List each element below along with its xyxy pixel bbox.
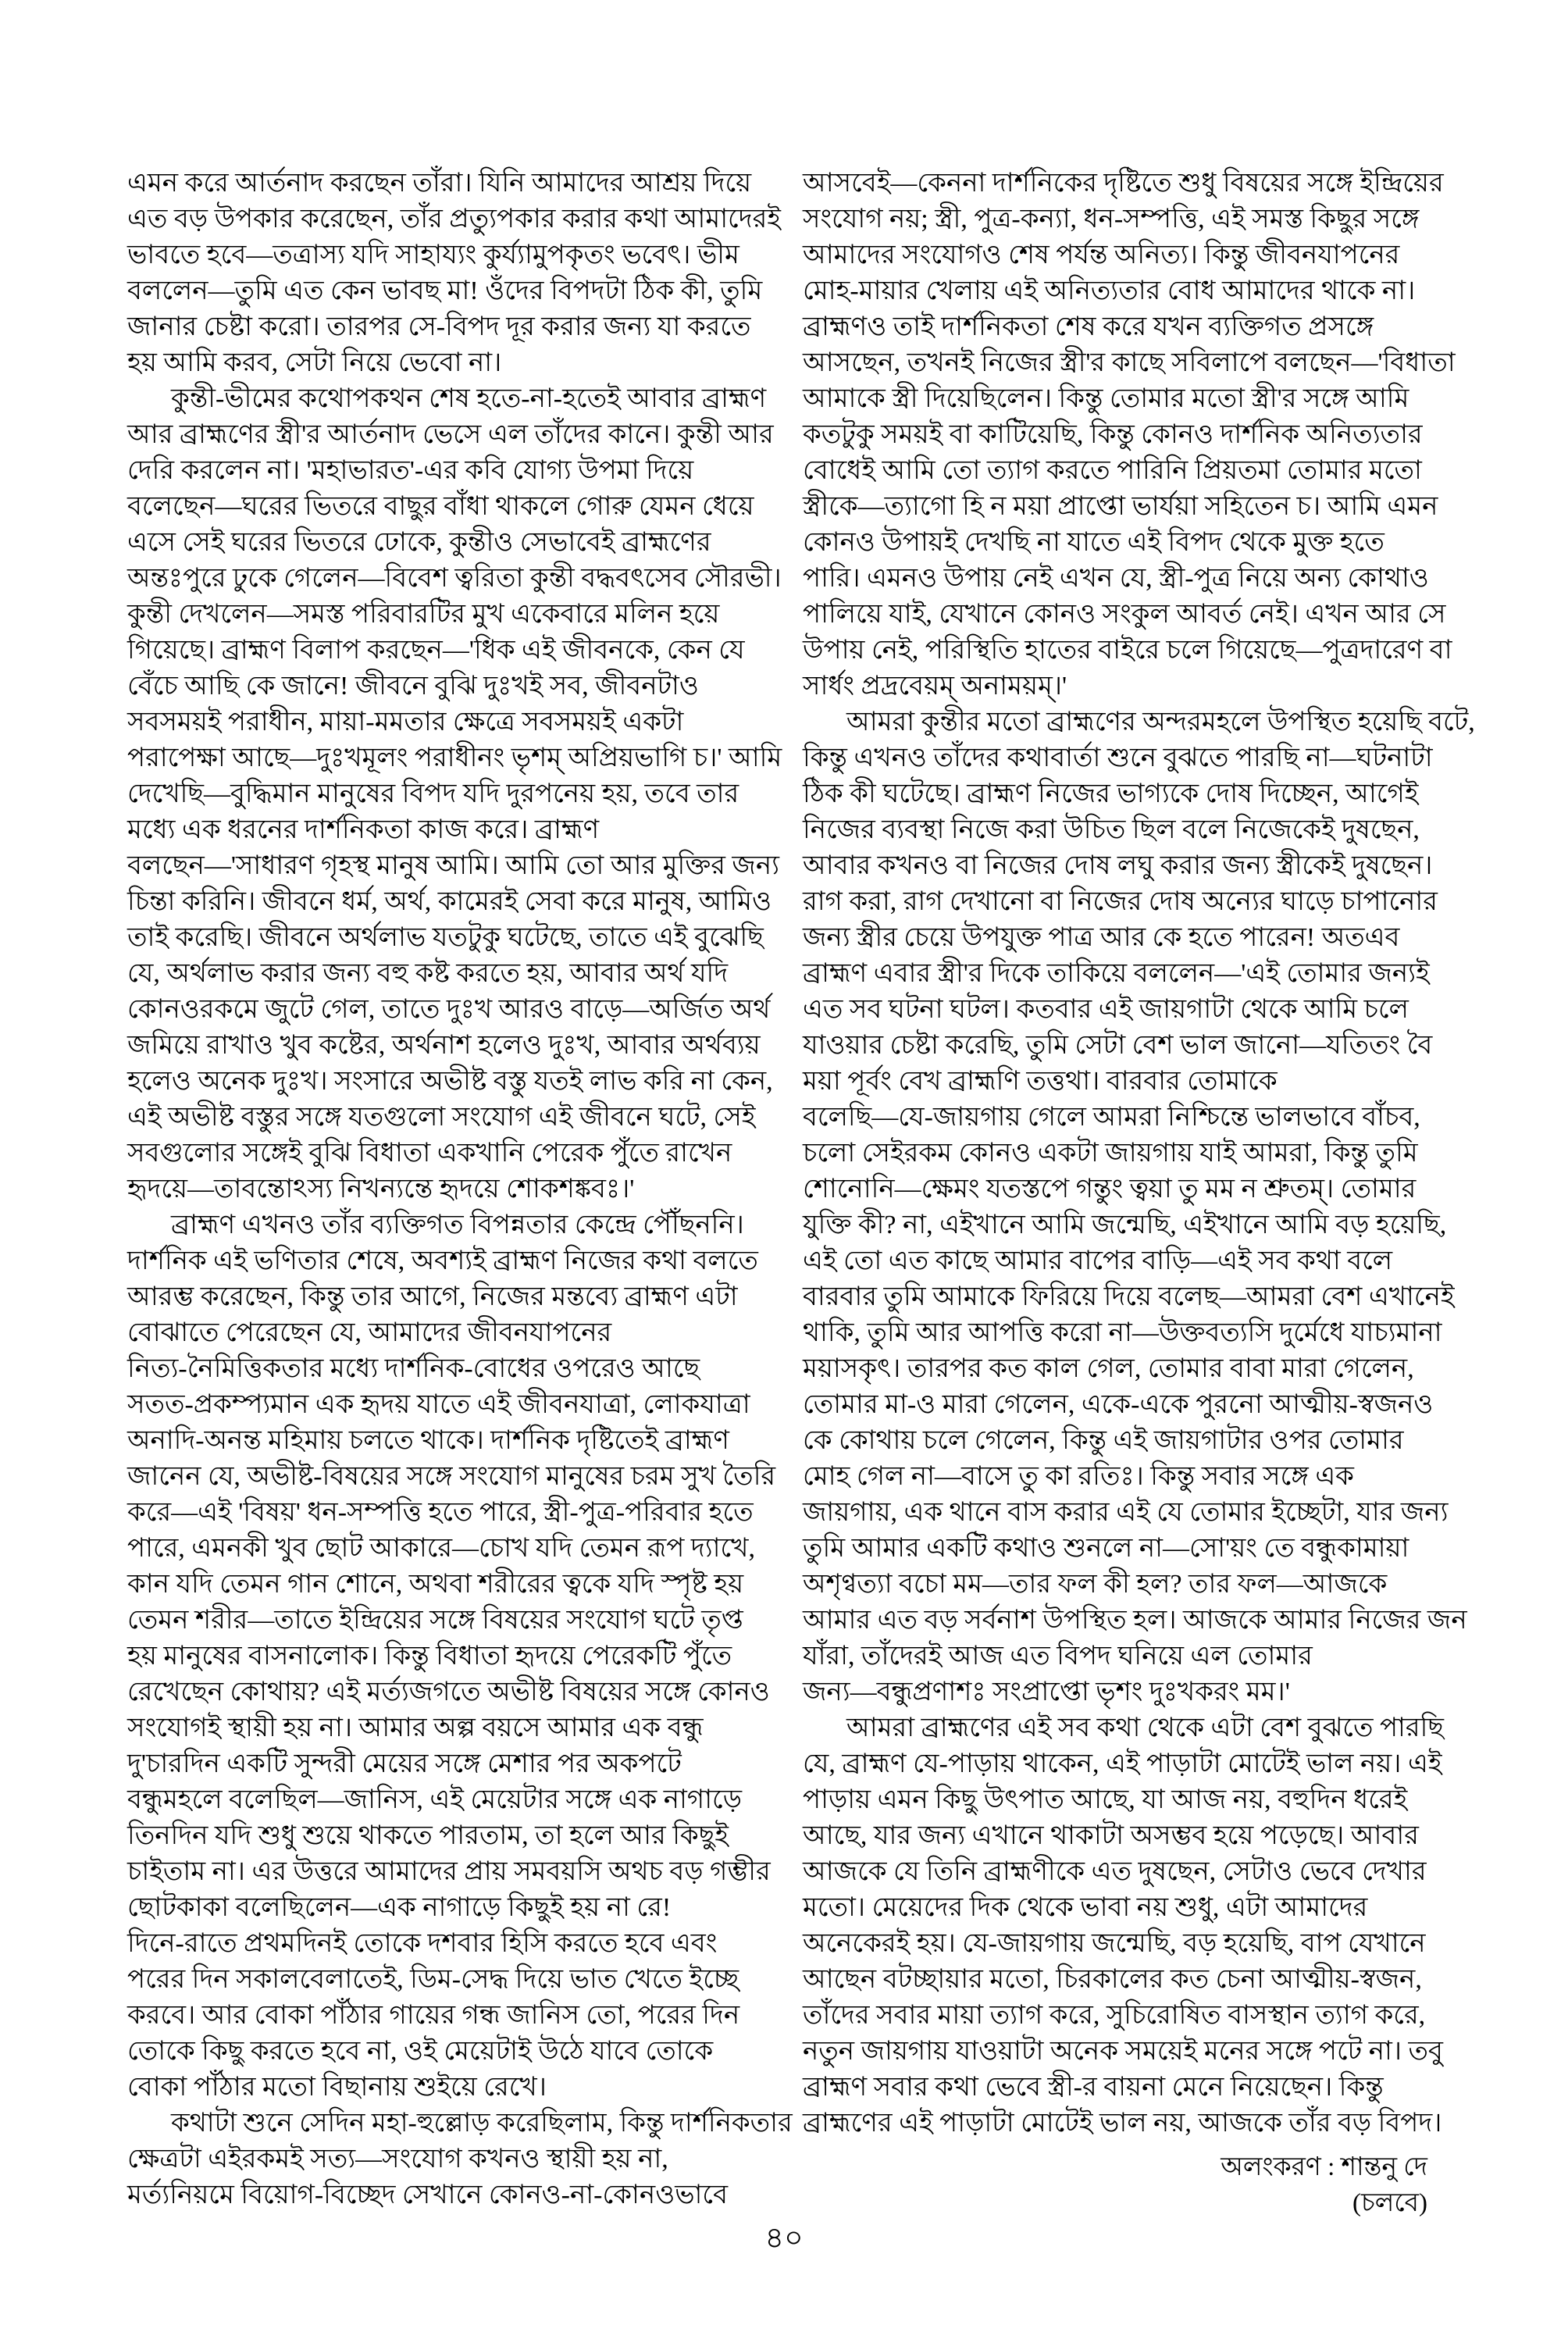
text-line: বোঝাতে পেরেছেন যে, আমাদের জীবনযাপনের — [127, 1318, 612, 1347]
text-line: মর্ত্যনিয়মে বিয়োগ-বিচ্ছেদ সেখানে কোনও-না-কোনওভাবে — [127, 2181, 729, 2209]
text-line: ময়া পূর্বং বেখ ব্রাহ্মণি তত্তথা। বারবার তোমাকে — [803, 1067, 1278, 1096]
text-line: নতুন জায়গায় যাওয়াটা অনেক সময়েই মনের সঙ্গে পটে না। তবু — [803, 2037, 1443, 2066]
text-line: কোনও উপায়ই দেখছি না যাতে এই বিপদ থেকে মুক্ত হতে — [803, 528, 1384, 557]
text-line: এত বড় উপকার করেছেন, তাঁর প্রত্যুপকার করার কথা আমাদেরই — [127, 205, 781, 234]
text-line: এই অভীষ্ট বস্তুর সঙ্গে যতগুলো সংযোগ এই জীবনে ঘটে, সেই — [127, 1103, 756, 1132]
text-line: চাইতাম না। এর উত্তরে আমাদের প্রায় সমবয়সি অথচ বড় গম্ভীর — [127, 1857, 771, 1886]
text-line: তাঁদের সবার মায়া ত্যাগ করে, সুচিরোষিত বাসস্থান ত্যাগ করে, — [803, 2001, 1426, 2030]
text-line: স্ত্রীকে—ত্যাগো হি ন ময়া প্রাপ্তো ভার্যয়া সহিতেন চ। আমি এমন — [803, 492, 1438, 521]
text-line: ব্রাহ্মণ এখনও তাঁর ব্যক্তিগত বিপন্নতার কেন্দ্রে পৌঁছননি। — [171, 1211, 744, 1239]
text-line: কথাটা শুনে সেদিন মহা-হুল্লোড় করেছিলাম, কিন্তু দার্শনিকতার — [171, 2109, 793, 2138]
text-line: জমিয়ে রাখাও খুব কষ্টের, অর্থনাশ হলেও দুঃখ, আবার অর্থব্যয় — [127, 1031, 761, 1060]
text-line: মধ্যে এক ধরনের দার্শনিকতা কাজ করে। ব্রাহ্মণ — [127, 815, 600, 844]
text-line: যুক্তি কী? না, এইখানে আমি জন্মেছি, এইখানে আমি বড় হয়েছি, — [803, 1211, 1447, 1239]
text-line: কিন্তু এখনও তাঁদের কথাবার্তা শুনে বুঝতে পারছি না—ঘটনাটা — [803, 744, 1433, 772]
text-line: কান যদি তেমন গান শোনে, অথবা শরীরের ত্বকে যদি স্পৃষ্ট হয় — [127, 1570, 744, 1599]
text-line: সংযোগ নয়; স্ত্রী, পুত্র-কন্যা, ধন-সম্পত্তি, এই সমস্ত কিছুর সঙ্গে — [803, 205, 1420, 234]
left-column-lines — [127, 166, 793, 2213]
text-line: আমাকে স্ত্রী দিয়েছিলেন। কিন্তু তোমার মতো স্ত্রী'র সঙ্গে আমি — [803, 384, 1409, 413]
page-number: ৪০ — [764, 2222, 804, 2255]
text-line: ছোটকাকা বলেছিলেন—এক নাগাড়ে কিছুই হয় না রে! — [127, 1893, 672, 1922]
text-line: করে—এই 'বিষয়' ধন-সম্পত্তি হতে পারে, স্ত্রী-পুত্র-পরিবার হতে — [127, 1498, 754, 1527]
left-column — [127, 166, 793, 2213]
text-line: মোহ-মায়ার খেলায় এই অনিত্যতার বোধ আমাদের থাকে না। — [803, 276, 1416, 305]
text-line: পরের দিন সকালবেলাতেই, ডিম-সেদ্ধ দিয়ে ভাত খেতে ইচ্ছে — [127, 1965, 739, 1994]
text-line: তেমন শরীর—তাতে ইন্দ্রিয়ের সঙ্গে বিষয়ের সংযোগ ঘটে তৃপ্ত — [127, 1606, 743, 1635]
text-line: রাগ করা, রাগ দেখানো বা নিজের দোষ অন্যের ঘাড়ে চাপানোর — [803, 887, 1438, 916]
text-line: এমন করে আর্তনাদ করছেন তাঁরা। যিনি আমাদের আশ্রয় দিয়ে — [127, 169, 752, 198]
text-line: জন্য স্ত্রীর চেয়ে উপযুক্ত পাত্র আর কে হতে পারেন! অতএব — [803, 923, 1400, 952]
text-line: যাওয়ার চেষ্টা করেছি, তুমি সেটা বেশ ভাল জানো—যতিতং বৈ — [803, 1031, 1433, 1060]
text-line: তোমার মা-ও মারা গেলেন, একে-একে পুরনো আত্মীয়-স্বজনও — [803, 1390, 1434, 1419]
text-line: বোধেই আমি তো ত্যাগ করতে পারিনি প্রিয়তমা তোমার মতো — [803, 456, 1422, 485]
right-column-lines — [803, 166, 1496, 2141]
text-line: বলেছেন—ঘরের ভিতরে বাছুর বাঁধা থাকলে গোরু যেমন ধেয়ে — [127, 492, 754, 521]
text-line: কতটুকু সময়ই বা কাটিয়েছি, কিন্তু কোনও দার্শনিক অনিত্যতার — [803, 420, 1423, 449]
text-line: তাই করেছি। জীবনে অর্থলাভ যতটুকু ঘটেছে, তাতে এই বুঝেছি — [127, 923, 764, 952]
text-line: বলেছি—যে-জায়গায় গেলে আমরা নিশ্চিন্তে ভালভাবে বাঁচব, — [803, 1103, 1420, 1132]
text-line: মোহ গেল না—বাসে তু কা রতিঃ। কিন্তু সবার সঙ্গে এক — [803, 1462, 1354, 1491]
text-line: যাঁরা, তাঁদেরই আজ এত বিপদ ঘনিয়ে এল তোমার — [803, 1642, 1313, 1671]
text-line: সতত-প্রকম্প্যমান এক হৃদয় যাতে এই জীবনযাত্রা, লোকযাত্রা — [127, 1390, 750, 1419]
text-line: আর ব্রাহ্মণের স্ত্রী'র আর্তনাদ ভেসে এল তাঁদের কানে। কুন্তী আর — [127, 420, 774, 449]
text-line: এত সব ঘটনা ঘটল। কতবার এই জায়গাটা থেকে আমি চলে — [803, 995, 1409, 1024]
text-line: কে কোথায় চলে গেলেন, কিন্তু এই জায়গাটার ওপর তোমার — [803, 1426, 1404, 1455]
text-line: ব্রাহ্মণও তাই দার্শনিকতা শেষ করে যখন ব্যক্তিগত প্রসঙ্গে — [803, 312, 1374, 341]
text-line: বোকা পাঁঠার মতো বিছানায় শুইয়ে রেখে। — [127, 2073, 547, 2102]
text-line: যে, ব্রাহ্মণ যে-পাড়ায় থাকেন, এই পাড়াটা মোটেই ভাল নয়। এই — [803, 1749, 1442, 1778]
text-line: জায়গায়, এক থানে বাস করার এই যে তোমার ইচ্ছেটা, যার জন্য — [803, 1498, 1449, 1527]
text-line: করবে। আর বোকা পাঁঠার গায়ের গন্ধ জানিস তো, পরের দিন — [127, 2001, 740, 2030]
text-line: ভাবতে হবে—তত্রাস্য যদি সাহায্যং কুর্য্যামুপকৃতং ভবেৎ। ভীম — [127, 241, 739, 269]
text-line: পারি। এমনও উপায় নেই এখন যে, স্ত্রী-পুত্র নিয়ে অন্য কোথাও — [803, 564, 1429, 593]
text-line: বারবার তুমি আমাকে ফিরিয়ে দিয়ে বলেছ—আমরা বেশ এখানেই — [803, 1282, 1455, 1311]
text-line: এসে সেই ঘরের ভিতরে ঢোকে, কুন্তীও সেভাবেই ব্রাহ্মণের — [127, 528, 711, 557]
text-line: চিন্তা করিনি। জীবনে ধর্ম, অর্থ, কামেরই সেবা করে মানুষ, আমিও — [127, 887, 772, 916]
text-line: ব্রাহ্মণ সবার কথা ভেবে স্ত্রী-র বায়না মেনে নিয়েছেন। কিন্তু — [803, 2073, 1384, 2102]
text-line: আমার এত বড় সর্বনাশ উপস্থিত হল। আজকে আমার নিজের জন — [803, 1606, 1467, 1635]
text-line: কোনওরকমে জুটে গেল, তাতে দুঃখ আরও বাড়ে—অর্জিত অর্থ — [127, 995, 771, 1024]
text-line: তুমি আমার একটি কথাও শুনলে না—সো'য়ং তে বন্ধুকামায়া — [803, 1534, 1409, 1563]
text-line: পরাপেক্ষা আছে—দুঃখমূলং পরাধীনং ভৃশম্ অপ্রিয়ভাগি চ।' আমি — [127, 744, 782, 772]
text-line: থাকি, তুমি আর আপত্তি করো না—উক্তবত্যসি দুর্মেধে যাচ্যমানা — [803, 1318, 1442, 1347]
text-line: আছেন বটচ্ছায়ার মতো, চিরকালের কত চেনা আত্মীয়-স্বজন, — [803, 1965, 1422, 1994]
text-line: আরম্ভ করেছেন, কিন্তু তার আগে, নিজের মন্তব্যে ব্রাহ্মণ এটা — [127, 1282, 738, 1311]
text-line: দিনে-রাতে প্রথমদিনই তোকে দশবার হিসি করতে হবে এবং — [127, 1929, 718, 1958]
text-line: দেখেছি—বুদ্ধিমান মানুষের বিপদ যদি দুরপনেয় হয়, তবে তার — [127, 779, 739, 808]
text-line: আমাদের সংযোগও শেষ পর্যন্ত অনিত্য। কিন্তু জীবনযাপনের — [803, 241, 1400, 269]
text-line: সবসময়ই পরাধীন, মায়া-মমতার ক্ষেত্রে সবসময়ই একটা — [127, 708, 684, 736]
text-line: অনেকেরই হয়। যে-জায়গায় জন্মেছি, বড় হয়েছি, বাপ যেখানে — [803, 1929, 1426, 1958]
right-column — [803, 166, 1496, 2221]
text-line: আছে, যার জন্য এখানে থাকাটা অসম্ভব হয়ে পড়েছে। আবার — [803, 1821, 1419, 1850]
text-line: নিজের ব্যবস্থা নিজে করা উচিত ছিল বলে নিজেকেই দুষছেন, — [803, 815, 1420, 844]
text-line: যে, অর্থলাভ করার জন্য বহু কষ্ট করতে হয়, আবার অর্থ যদি — [127, 959, 729, 988]
text-line: কুন্তী-ভীমের কথোপকথন শেষ হতে-না-হতেই আবার ব্রাহ্মণ — [171, 384, 767, 413]
text-line: পালিয়ে যাই, যেখানে কোনও সংকুল আবর্ত নেই। এখন আর সে — [803, 600, 1446, 629]
text-line: সবগুলোর সঙ্গেই বুঝি বিধাতা একখানি পেরেক পুঁতে রাখেন — [127, 1139, 732, 1168]
text-line: হলেও অনেক দুঃখ। সংসারে অভীষ্ট বস্তু যতই লাভ করি না কেন, — [127, 1067, 773, 1096]
text-line: অন্তঃপুরে ঢুকে গেলেন—বিবেশ ত্বরিতা কুন্তী বদ্ধবৎসেব সৌরভী। — [127, 564, 782, 593]
text-line: সার্ধং প্রদ্রবেয়ম্ অনাময়ম্।' — [803, 672, 1067, 701]
text-line: আবার কখনও বা নিজের দোষ লঘু করার জন্য স্ত্রীকেই দুষছেন। — [803, 851, 1433, 880]
text-line: জানার চেষ্টা করো। তারপর সে-বিপদ দূর করার জন্য যা করতে — [127, 312, 751, 341]
text-line: আমরা ব্রাহ্মণের এই সব কথা থেকে এটা বেশ বুঝতে পারছি — [846, 1713, 1444, 1742]
text-line: বললেন—তুমি এত কেন ভাবছ মা! ওঁদের বিপদটা ঠিক কী, তুমি — [127, 276, 763, 305]
text-line: আসছেন, তখনই নিজের স্ত্রী'র কাছে সবিলাপে বলছেন—'বিধাতা — [803, 348, 1456, 377]
text-line: উপায় নেই, পরিস্থিতি হাতের বাইরে চলে গিয়েছে—পুত্রদারেণ বা — [803, 636, 1452, 665]
text-line: আসবেই—কেননা দার্শনিকের দৃষ্টিতে শুধু বিষয়ের সঙ্গে ইন্দ্রিয়ের — [803, 169, 1444, 198]
text-line: হয় মানুষের বাসনালোক। কিন্তু বিধাতা হৃদয়ে পেরেকটি পুঁতে — [127, 1642, 732, 1671]
text-line: হৃদয়ে—তাবন্তোঽস্য নিখন্যন্তে হৃদয়ে শোকশঙ্কবঃ।' — [127, 1175, 635, 1204]
text-line: ময়াসকৃৎ। তারপর কত কাল গেল, তোমার বাবা মারা গেলেন, — [803, 1354, 1414, 1383]
text-line: ঠিক কী ঘটেছে। ব্রাহ্মণ নিজের ভাগ্যকে দোষ দিচ্ছেন, আগেই — [803, 779, 1419, 808]
text-line: ব্রাহ্মণের এই পাড়াটা মোটেই ভাল নয়, আজকে তাঁর বড় বিপদ। — [803, 2109, 1442, 2138]
text-line: এই তো এত কাছে আমার বাপের বাড়ি—এই সব কথা বলে — [803, 1246, 1393, 1275]
text-line: পাড়ায় এমন কিছু উৎপাত আছে, যা আজ নয়, বহুদিন ধরেই — [803, 1785, 1408, 1814]
text-line: আমরা কুন্তীর মতো ব্রাহ্মণের অন্দরমহলে উপস্থিত হয়েছি বটে, — [846, 708, 1475, 736]
text-line: শোনোনি—ক্ষেমং যতস্তপে গন্তুং ত্বয়া তু মম ন শ্রুতম্। তোমার — [803, 1175, 1417, 1204]
text-line: চলো সেইরকম কোনও একটা জায়গায় যাই আমরা, কিন্তু তুমি — [803, 1139, 1418, 1168]
text-line: জানেন যে, অভীষ্ট-বিষয়ের সঙ্গে সংযোগ মানুষের চরম সুখ তৈরি — [127, 1462, 776, 1491]
text-line: ক্ষেত্রটা এইরকমই সত্য—সংযোগ কখনও স্থায়ী হয় না, — [127, 2145, 668, 2173]
text-line: হয় আমি করব, সেটা নিয়ে ভেবো না। — [127, 348, 502, 377]
text-line: নিত্য-নৈমিত্তিকতার মধ্যে দার্শনিক-বোধের ওপরেও আছে — [127, 1354, 700, 1383]
text-line: কুন্তী দেখলেন—সমস্ত পরিবারটির মুখ একেবারে মলিন হয়ে — [127, 600, 720, 629]
continued-note: (চলবে) — [1352, 2189, 1427, 2217]
text-line: বলছেন—'সাধারণ গৃহস্থ মানুষ আমি। আমি তো আর মুক্তির জন্য — [127, 851, 779, 880]
text-line: দু'চারদিন একটি সুন্দরী মেয়ের সঙ্গে মেশার পর অকপটে — [127, 1749, 682, 1778]
illustration-credit: অলংকরণ : শান্তনু দে — [1221, 2153, 1427, 2181]
text-line: ব্রাহ্মণ এবার স্ত্রী'র দিকে তাকিয়ে বললেন—'এই তোমার জন্যই — [803, 959, 1430, 988]
text-line: মতো। মেয়েদের দিক থেকে ভাবা নয় শুধু, এটা আমাদের — [803, 1893, 1368, 1922]
text-line: অশৃণ্বত্যা বচো মম—তার ফল কী হল? তার ফল—আজকে — [803, 1570, 1388, 1599]
text-line: তিনদিন যদি শুধু শুয়ে থাকতে পারতাম, তা হলে আর কিছুই — [127, 1821, 729, 1850]
text-line: রেখেছেন কোথায়? এই মর্ত্যজগতে অভীষ্ট বিষয়ের সঙ্গে কোনও — [127, 1678, 770, 1706]
text-line: দার্শনিক এই ভণিতার শেষে, অবশ্যই ব্রাহ্মণ নিজের কথা বলতে — [127, 1246, 758, 1275]
text-line: পারে, এমনকী খুব ছোট আকারে—চোখ যদি তেমন রূপ দ্যাখে, — [127, 1534, 755, 1563]
text-line: গিয়েছে। ব্রাহ্মণ বিলাপ করছেন—'ধিক এই জীবনকে, কেন যে — [127, 636, 745, 665]
text-line: সংযোগই স্থায়ী হয় না। আমার অল্প বয়সে আমার এক বন্ধু — [127, 1713, 704, 1742]
text-line: জন্য—বন্ধুপ্রণাশঃ সংপ্রাপ্তো ভৃশং দুঃখকরং মম।' — [803, 1678, 1290, 1706]
text-line: বেঁচে আছি কে জানে! জীবনে বুঝি দুঃখই সব, জীবনটাও — [127, 672, 699, 701]
text-line: আজকে যে তিনি ব্রাহ্মণীকে এত দুষছেন, সেটাও ভেবে দেখার — [803, 1857, 1427, 1886]
text-line: বন্ধুমহলে বলেছিল—জানিস, এই মেয়েটার সঙ্গে এক নাগাড়ে — [127, 1785, 742, 1814]
text-line: দেরি করলেন না। 'মহাভারত'-এর কবি যোগ্য উপমা দিয়ে — [127, 456, 694, 485]
text-line: তোকে কিছু করতে হবে না, ওই মেয়েটাই উঠে যাবে তোকে — [127, 2037, 714, 2066]
text-line: অনাদি-অনন্ত মহিমায় চলতে থাকে। দার্শনিক দৃষ্টিতেই ব্রাহ্মণ — [127, 1426, 729, 1455]
